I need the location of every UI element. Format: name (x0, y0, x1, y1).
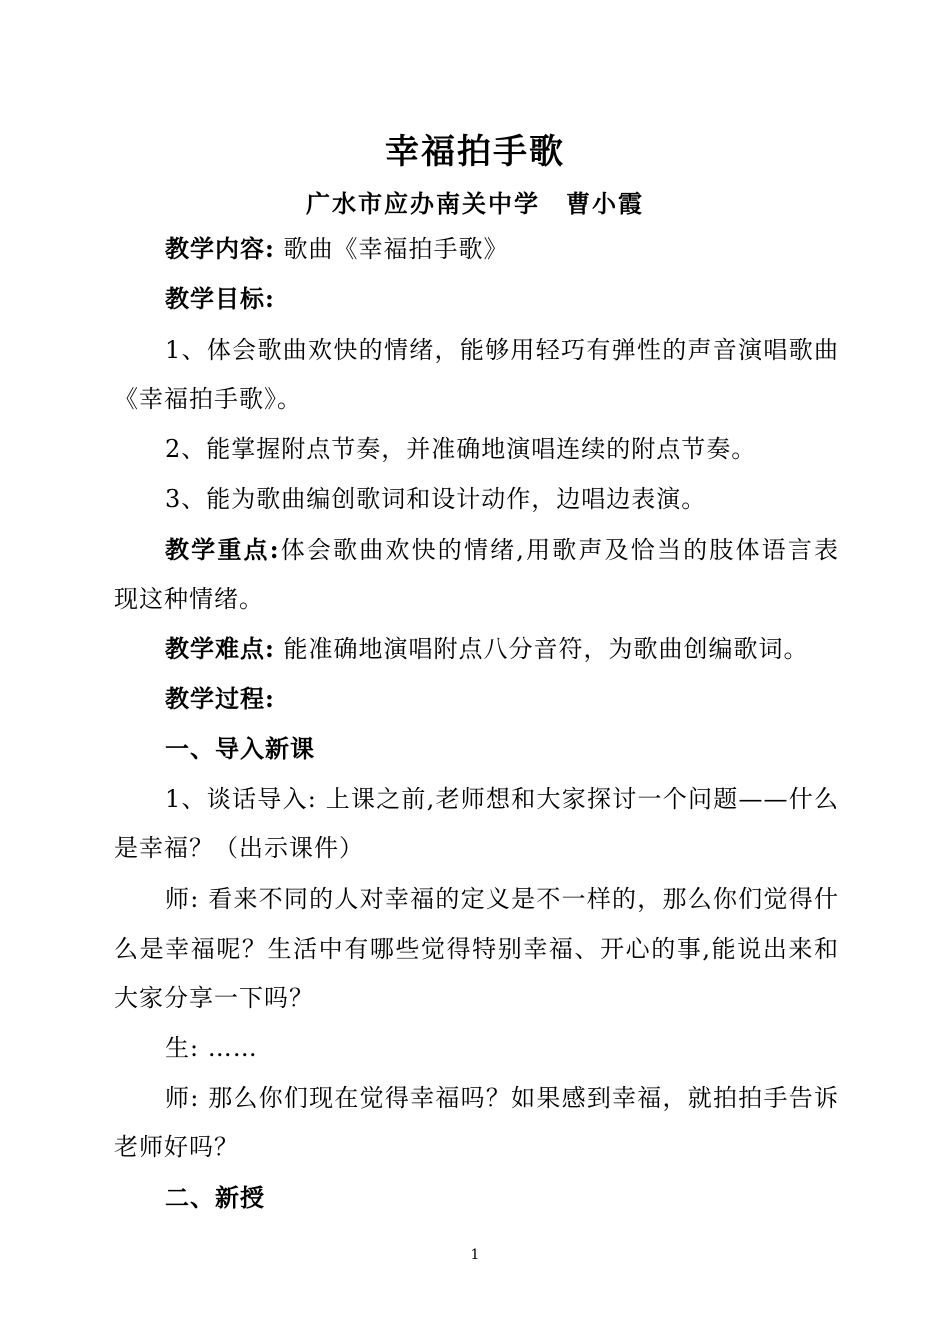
page-number: 1 (470, 1247, 480, 1263)
paragraph-4-line-1: 师: 那么你们现在觉得幸福吗？如果感到幸福，就拍拍手告诉 (165, 1084, 839, 1112)
goal-3: 3、能为歌曲编创歌词和设计动作，边唱边表演。 (165, 485, 707, 513)
goal-1-line-2: 《幸福拍手歌》。 (114, 385, 302, 413)
section-heading-1: 一、导入新课 (165, 734, 315, 763)
content-label: 教学内容: (165, 234, 275, 263)
difficulty-line (165, 632, 839, 666)
section-heading-2: 二、新授 (165, 1183, 265, 1212)
content-line (165, 232, 839, 266)
paragraph-1-line-1: 1、谈话导入: 上课之前,老师想和大家探讨一个问题——什么 (165, 785, 839, 813)
goal-2: 2、能掌握附点节奏，并准确地演唱连续的附点节奏。 (165, 435, 757, 463)
paragraph-3: 生: …… (165, 1034, 258, 1062)
difficulty-value: 能准确地演唱附点八分音符，为歌曲创编歌词。 (274, 635, 809, 663)
document-title: 幸福拍手歌 (385, 132, 565, 172)
content-value: 歌曲《幸福拍手歌》 (274, 235, 509, 263)
goal-1-line-1: 1、体会歌曲欢快的情绪，能够用轻巧有弹性的声音演唱歌曲 (165, 336, 839, 364)
key-point-value: 体会歌曲欢快的情绪,用歌声及恰当的肢体语言表 (279, 536, 839, 564)
key-point-line-1 (165, 533, 839, 567)
paragraph-2-line-2: 么是幸福呢？生活中有哪些觉得特别幸福、开心的事,能说出来和 (114, 935, 839, 963)
key-point-line-2: 现这种情绪。 (114, 585, 264, 613)
paragraph-1-line-2: 是幸福？（出示课件） (114, 834, 364, 862)
key-point-label: 教学重点: (165, 535, 280, 564)
author-line: 广水市应办南关中学 曹小霞 (306, 189, 644, 218)
goals-label: 教学目标: (165, 284, 275, 313)
process-label: 教学过程: (165, 684, 275, 713)
difficulty-label: 教学难点: (165, 634, 275, 663)
paragraph-2-line-1: 师: 看来不同的人对幸福的定义是不一样的，那么你们觉得什 (165, 885, 839, 913)
paragraph-4-line-2: 老师好吗？ (114, 1133, 239, 1161)
paragraph-2-line-3: 大家分享一下吗？ (114, 984, 314, 1012)
